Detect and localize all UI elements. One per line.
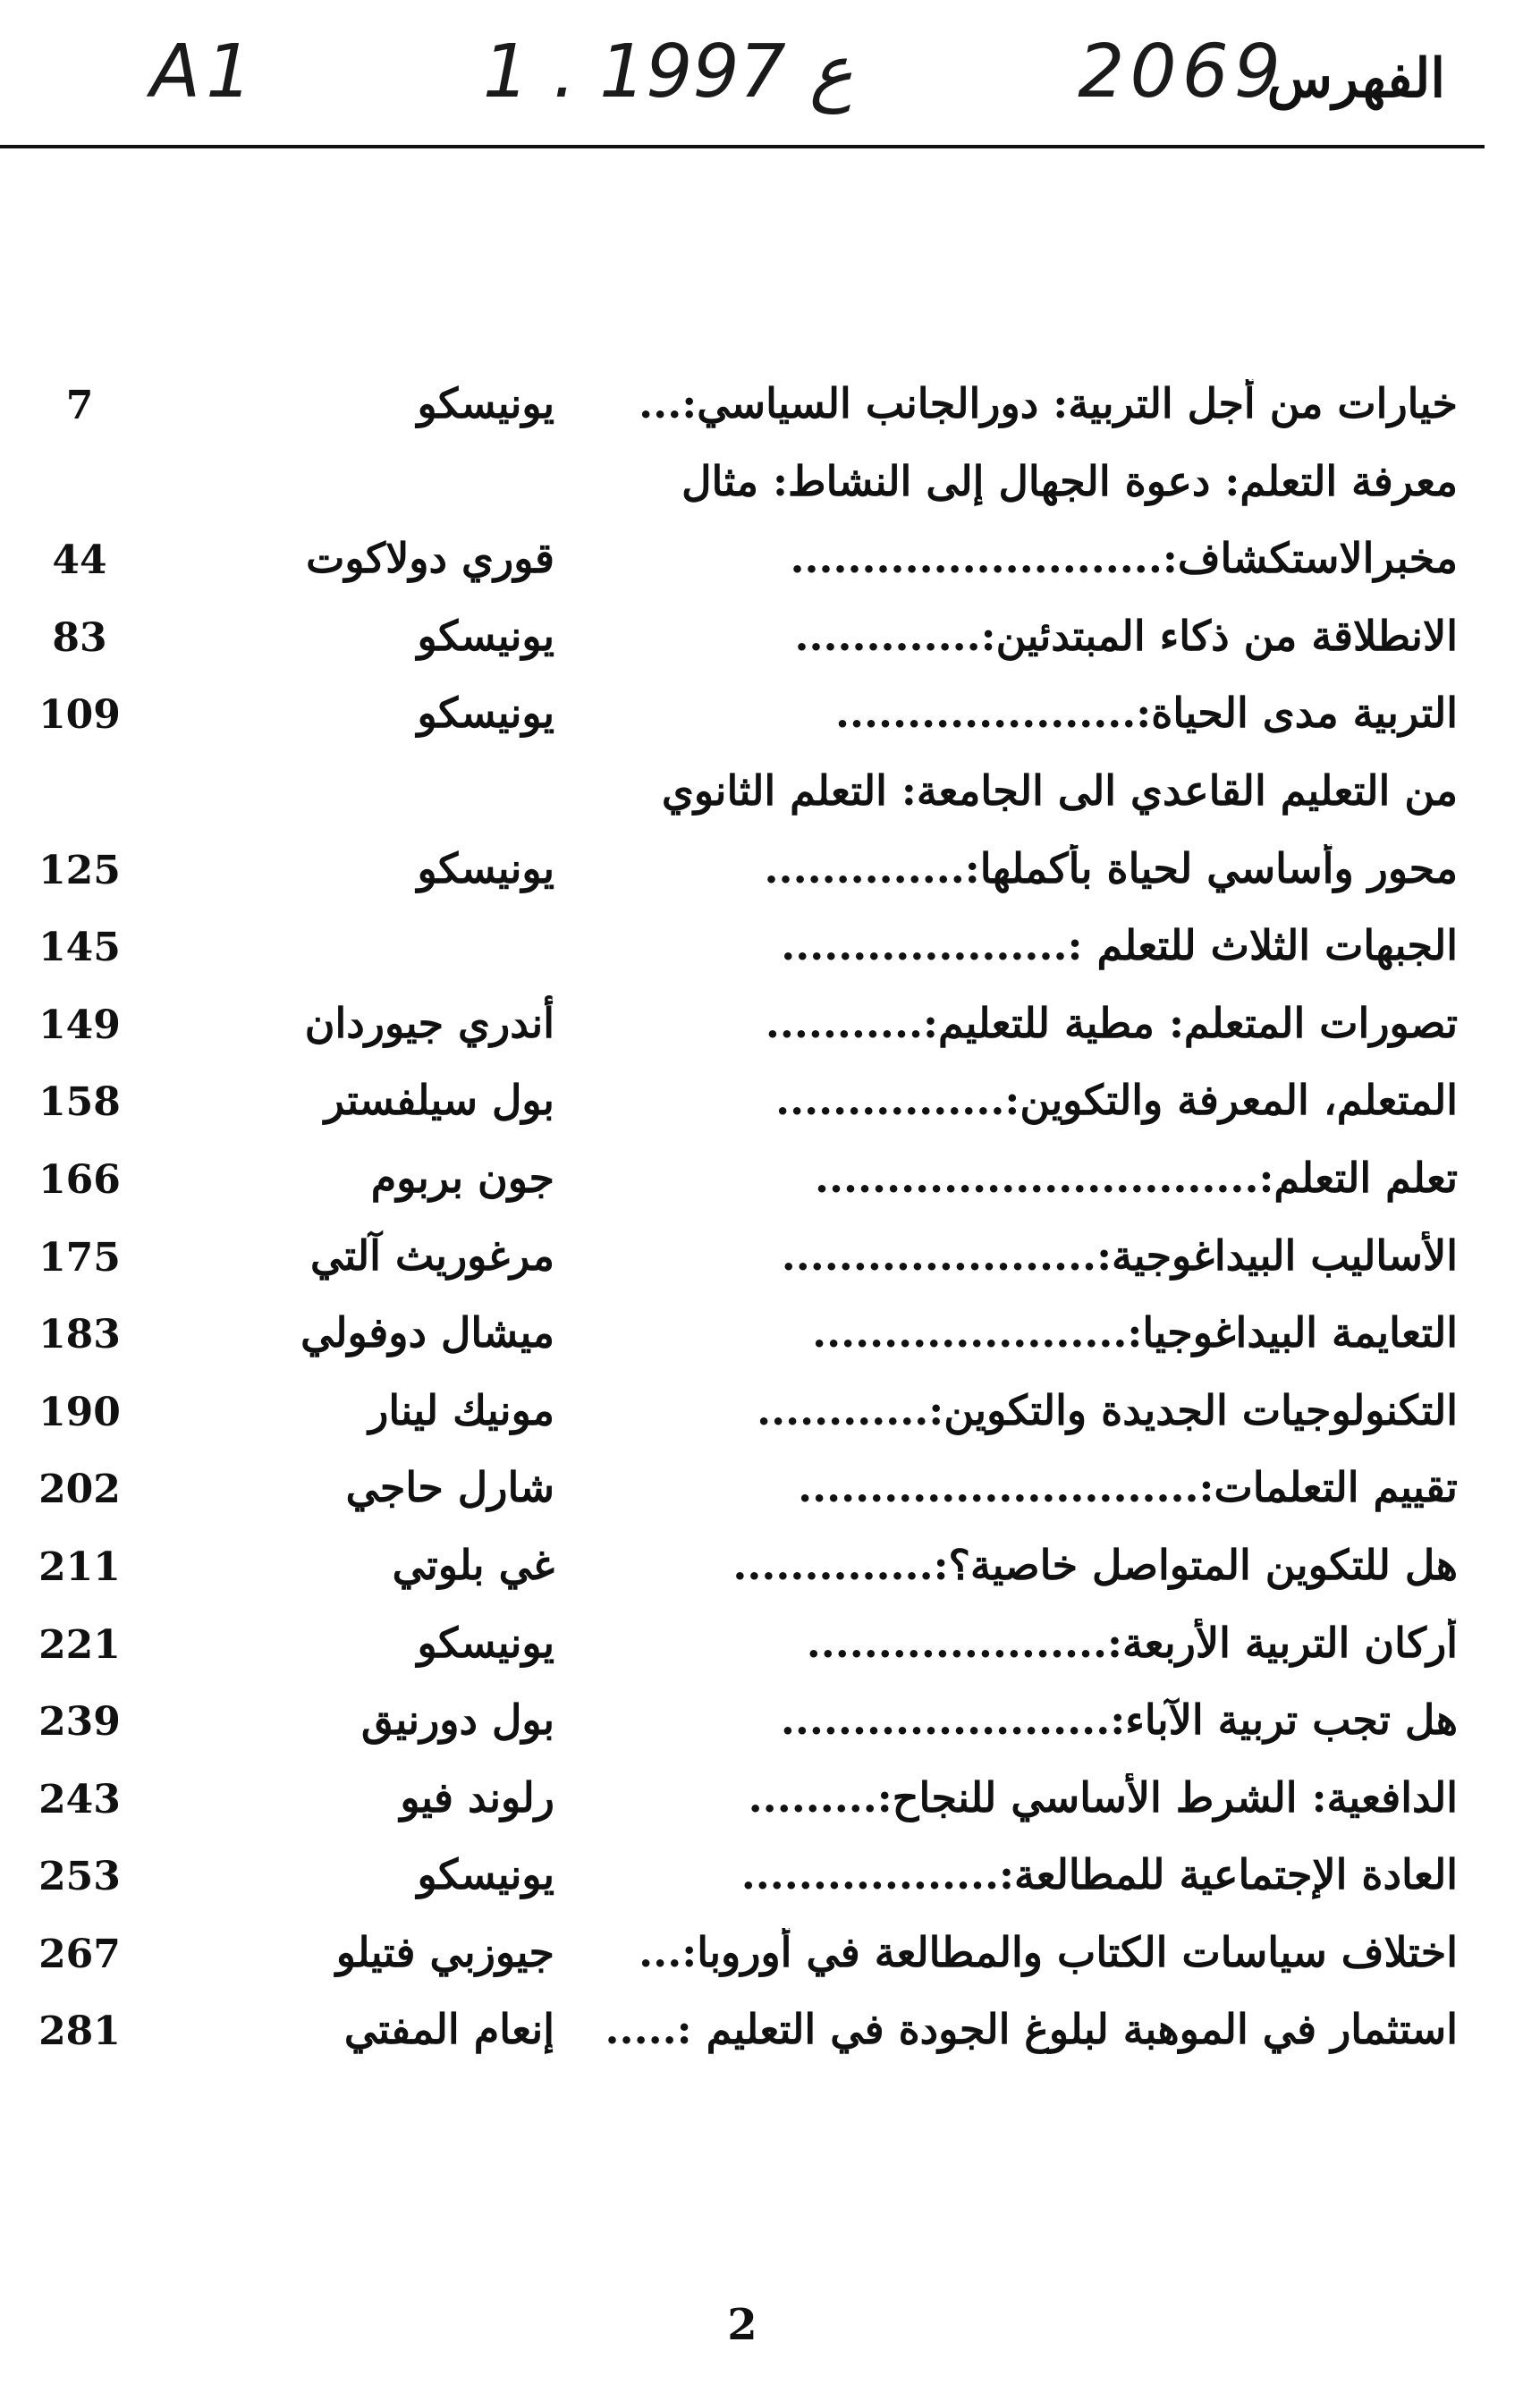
toc-row xyxy=(0,1296,1540,1374)
toc-entry-title: المتعلم، المعرفة والتكوين:................ xyxy=(775,1076,1458,1125)
toc-entry-title: التربية مدى الحياة:..................... xyxy=(835,689,1458,738)
toc-entry-author: يونيسكو xyxy=(417,379,554,427)
toc-entry-author: يونيسكو xyxy=(417,1850,554,1899)
toc-entry-page: 239 xyxy=(38,1699,121,1746)
toc-entry-title: مخبرالاستكشاف:.......................... xyxy=(790,534,1458,583)
toc-row xyxy=(0,599,1540,677)
toc-entry-author: رلوند فيو xyxy=(400,1772,554,1822)
toc-row xyxy=(0,444,1540,522)
toc-row xyxy=(0,1683,1540,1761)
toc-row xyxy=(0,832,1540,909)
toc-entry-title: العادة الإجتماعية للمطالعة:.................. xyxy=(740,1850,1458,1899)
toc-entry-page: 149 xyxy=(38,1002,121,1048)
toc-entry-title: هل تجب تربية الآباء:....................... xyxy=(780,1695,1458,1745)
toc-entry-page: 109 xyxy=(38,692,121,739)
toc-row xyxy=(0,1450,1540,1528)
toc-entry-page: 243 xyxy=(38,1776,121,1822)
toc-entry-page: 183 xyxy=(38,1312,121,1358)
toc-entry-title: الجبهات الثلاث للتعلم :.................... xyxy=(781,921,1458,970)
toc-entry-page: 281 xyxy=(38,2008,121,2055)
toc-entry-page: 211 xyxy=(38,1543,121,1590)
toc-entry-author: شارل حاجي xyxy=(345,1463,554,1512)
toc-row xyxy=(0,1992,1540,2070)
toc-entry-title: تقييم التعلمات:............................ xyxy=(798,1463,1458,1512)
toc-entry-author: بول سيلفستر xyxy=(324,1076,554,1125)
toc-entry-title: أركان التربية الأربعة:..................... xyxy=(806,1618,1458,1667)
toc-entry-title: استثمار في الموهبة لبلوغ الجودة في التعليم :..... xyxy=(605,2005,1458,2054)
toc-row xyxy=(0,1063,1540,1141)
toc-entry-title: التكنولوجيات الجديدة والتكوين:............ xyxy=(757,1385,1458,1434)
toc-entry-page: 145 xyxy=(38,925,121,971)
toc-entry-page: 83 xyxy=(52,614,107,661)
toc-entry-page: 7 xyxy=(65,383,94,428)
page-title: الفهرس xyxy=(1266,47,1445,110)
toc-entry-page: 202 xyxy=(38,1467,121,1513)
toc-row xyxy=(0,1915,1540,1993)
handwritten-annotation xyxy=(150,30,1286,114)
table-of-contents xyxy=(0,367,1540,2070)
toc-row xyxy=(0,1838,1540,1915)
toc-entry-author: يونيسكو xyxy=(417,843,554,892)
toc-row xyxy=(0,521,1540,599)
toc-entry-title: الانطلاقة من ذكاء المبتدئين:............. xyxy=(794,611,1458,660)
page-header xyxy=(0,0,1485,148)
toc-entry-page: 125 xyxy=(38,847,121,893)
toc-entry-page: 166 xyxy=(38,1156,121,1203)
toc-entry-page: 253 xyxy=(38,1854,121,1900)
toc-row xyxy=(0,1606,1540,1684)
toc-entry-author: بول دورنيق xyxy=(361,1695,554,1745)
toc-entry-page: 175 xyxy=(38,1234,121,1281)
toc-entry-title: معرفة التعلم: دعوة الجهال إلى النشاط: مثال xyxy=(681,456,1458,505)
toc-entry-author: يونيسكو xyxy=(417,611,554,660)
toc-entry-author: جون بربوم xyxy=(370,1153,554,1202)
toc-entry-author: ميشال دوفولي xyxy=(300,1308,554,1357)
toc-entry-author: إنعام المفتي xyxy=(343,2005,554,2054)
toc-entry-title: اختلاف سياسات الكتاب والمطالعة في أوروبا:... xyxy=(639,1927,1458,1976)
toc-row xyxy=(0,754,1540,832)
toc-row xyxy=(0,1374,1540,1451)
page-number: 2 xyxy=(727,2300,757,2350)
toc-row xyxy=(0,1761,1540,1839)
toc-entry-title: الدافعية: الشرط الأساسي للنجاح:......... xyxy=(748,1772,1458,1822)
toc-entry-title: محور وأساسي لحياة بأكملها:.............. xyxy=(764,843,1458,892)
toc-entry-author: غي بلوتي xyxy=(392,1540,554,1589)
handwritten-note: A1 xyxy=(150,30,258,114)
toc-entry-author: أندري جيوردان xyxy=(304,998,554,1047)
toc-entry-page: 221 xyxy=(38,1621,121,1668)
handwritten-note: 1 . ع 1997 xyxy=(482,30,853,114)
toc-entry-title: الأساليب البيداغوجية:...................... xyxy=(781,1230,1458,1280)
toc-row xyxy=(0,1528,1540,1606)
toc-row xyxy=(0,909,1540,986)
toc-row xyxy=(0,367,1540,444)
toc-entry-author: جيوزبي فتيلو xyxy=(335,1927,554,1976)
toc-entry-title: خيارات من أجل التربية: دورالجانب السياسي:... xyxy=(639,379,1458,427)
toc-entry-title: هل للتكوين المتواصل خاصية؟:.............. xyxy=(732,1540,1458,1589)
toc-entry-page: 190 xyxy=(38,1389,121,1435)
toc-entry-author: قوري دولاكوت xyxy=(306,534,554,583)
toc-entry-title: التعايمة البيداغوجيا:...................... xyxy=(812,1308,1458,1357)
toc-row xyxy=(0,986,1540,1064)
toc-entry-title: تعلم التعلم:............................... xyxy=(815,1153,1458,1202)
toc-entry-title: من التعليم القاعدي الى الجامعة: التعلم الثانوي xyxy=(661,765,1458,815)
toc-entry-author: مرغوريث آلتي xyxy=(309,1230,554,1280)
toc-entry-page: 267 xyxy=(38,1931,121,1977)
toc-entry-title: تصورات المتعلم: مطية للتعليم:........... xyxy=(765,998,1458,1047)
toc-entry-author: مونيك لينار xyxy=(368,1385,554,1434)
toc-row xyxy=(0,1141,1540,1219)
handwritten-note: 2069 xyxy=(1078,30,1286,114)
toc-row xyxy=(0,676,1540,754)
toc-entry-page: 44 xyxy=(52,537,107,584)
toc-entry-author: يونيسكو xyxy=(417,1618,554,1667)
toc-row xyxy=(0,1219,1540,1297)
toc-entry-author: يونيسكو xyxy=(417,689,554,738)
toc-entry-page: 158 xyxy=(38,1079,121,1126)
